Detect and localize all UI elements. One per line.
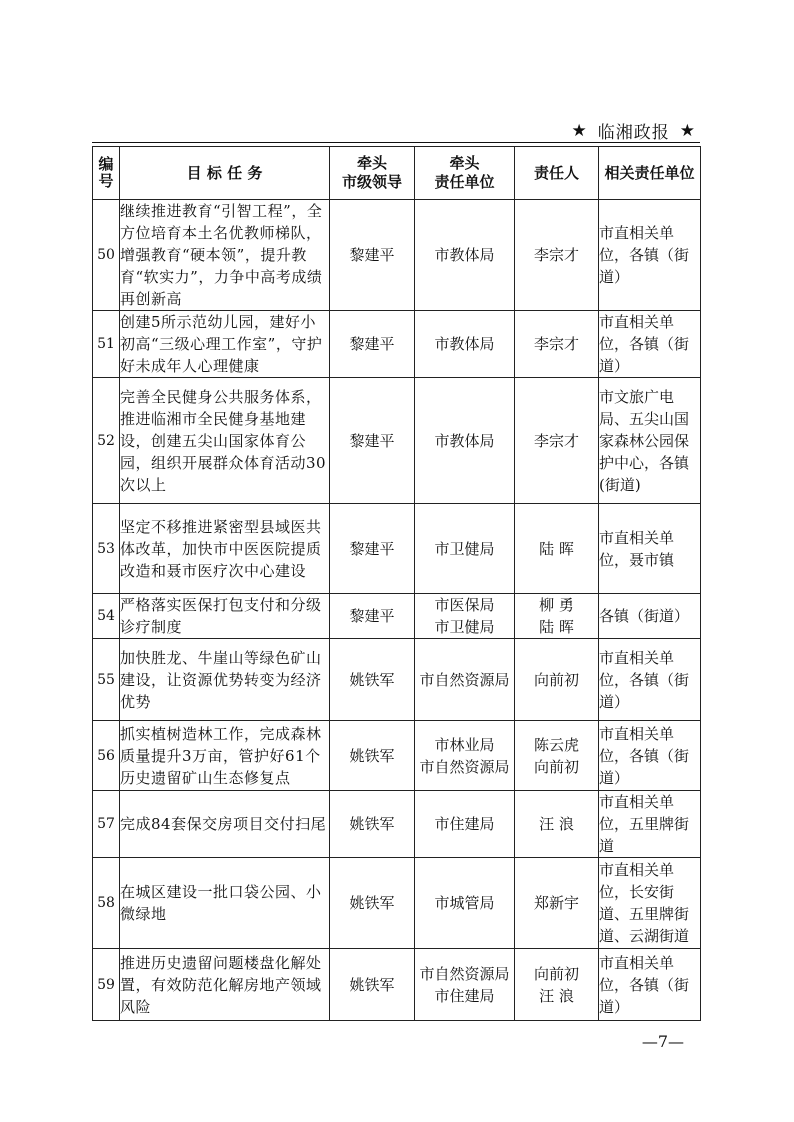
responsible-person (515, 200, 599, 311)
col-header-person: 责任人 (515, 147, 599, 200)
lead-unit-name: 市自然资源局 (419, 757, 510, 776)
lead-unit-name: 市教体局 (434, 246, 495, 264)
responsible-person (515, 504, 599, 594)
row-number: 58 (93, 858, 120, 949)
task-text: 抓实植树造林工作，完成森林质量提升3万亩，管护好61个历史遗留矿山生态修复点 (120, 721, 330, 791)
responsible-person (515, 378, 599, 504)
lead-leader: 黎建平 (330, 200, 415, 311)
related-units: 市直相关单位，各镇（街道） (599, 311, 701, 378)
task-text: 在城区建设一批口袋公园、小微绿地 (120, 858, 330, 949)
lead-unit-name: 市住建局 (434, 986, 495, 1005)
row-number: 55 (93, 639, 120, 721)
row-number: 53 (93, 504, 120, 594)
task-text: 加快胜龙、牛崖山等绿色矿山建设，让资源优势转变为经济优势 (120, 639, 330, 721)
table-header-row (93, 147, 701, 200)
row-number: 52 (93, 378, 120, 504)
responsible-person (515, 858, 599, 949)
table-row (93, 594, 701, 639)
table-row (93, 949, 701, 1021)
lead-leader: 黎建平 (330, 311, 415, 378)
table-row (93, 200, 701, 311)
person-name: 汪 浪 (539, 815, 574, 833)
task-text: 创建5所示范幼儿园，建好小初高“三级心理工作室”，守护好未成年人心理健康 (120, 311, 330, 378)
lead-unit-name: 市城管局 (434, 894, 495, 912)
responsible-person (515, 639, 599, 721)
table-row (93, 504, 701, 594)
lead-unit (415, 378, 515, 504)
related-units: 各镇（街道） (599, 594, 701, 639)
person-name: 郑新宇 (533, 894, 579, 912)
lead-leader: 黎建平 (330, 378, 415, 504)
lead-unit-name: 市住建局 (434, 815, 495, 833)
related-units: 市直相关单位，五里牌街道 (599, 791, 701, 858)
row-number: 54 (93, 594, 120, 639)
lead-leader: 姚铁军 (330, 858, 415, 949)
row-number: 57 (93, 791, 120, 858)
lead-leader: 黎建平 (330, 594, 415, 639)
row-number: 50 (93, 200, 120, 311)
lead-unit-name: 市自然资源局 (419, 964, 510, 983)
lead-unit-name: 市医保局 (434, 596, 495, 614)
star-icon: ★ (679, 120, 696, 141)
task-text: 坚定不移推进紧密型县域医共体改革，加快市中医医院提质改造和聂市医疗次中心建设 (120, 504, 330, 594)
header-rule (92, 142, 700, 143)
table-row (93, 378, 701, 504)
person-name: 李宗才 (533, 246, 579, 264)
col-header-task: 目 标 任 务 (120, 147, 330, 200)
publication-title: 临湘政报 (597, 123, 670, 143)
row-number: 59 (93, 949, 120, 1021)
lead-unit-name: 市教体局 (434, 335, 495, 353)
lead-unit-name: 市自然资源局 (419, 670, 510, 689)
col-header-leader (330, 147, 415, 200)
lead-unit (415, 200, 515, 311)
col-header-leader-line2: 市级领导 (341, 173, 402, 191)
col-header-related: 相关责任单位 (599, 147, 701, 200)
lead-leader: 黎建平 (330, 504, 415, 594)
person-name: 李宗才 (533, 431, 579, 450)
col-header-unit (415, 147, 515, 200)
person-name: 汪 浪 (539, 986, 574, 1005)
related-units: 市直相关单位，长安街道、五里牌街道、云湖街道 (599, 858, 701, 949)
col-header-unit-line2: 责任单位 (434, 173, 495, 191)
table-row (93, 639, 701, 721)
table-row (93, 791, 701, 858)
lead-leader: 姚铁军 (330, 949, 415, 1021)
task-text: 完成84套保交房项目交付扫尾 (120, 791, 330, 858)
table-row (93, 311, 701, 378)
lead-unit (415, 504, 515, 594)
related-units: 市直相关单位，各镇（街道） (599, 949, 701, 1021)
page-number: —7— (641, 1032, 684, 1051)
col-header-unit-line1: 牵头 (449, 154, 480, 172)
table-row (93, 858, 701, 949)
person-name: 向前初 (533, 964, 579, 983)
related-units: 市直相关单位，聂市镇 (599, 504, 701, 594)
lead-unit-name: 市卫健局 (434, 539, 495, 558)
person-name: 陈云虎 (533, 735, 579, 754)
related-units: 市直相关单位，各镇（街道） (599, 639, 701, 721)
col-header-num (93, 147, 120, 200)
table-row (93, 721, 701, 791)
lead-unit-name: 市林业局 (434, 735, 495, 754)
row-number: 56 (93, 721, 120, 791)
person-name: 陆 晖 (539, 539, 574, 558)
responsible-person (515, 949, 599, 1021)
lead-unit-name: 市卫健局 (434, 618, 495, 636)
lead-unit (415, 639, 515, 721)
running-header (572, 118, 697, 143)
related-units: 市直相关单位，各镇（街道） (599, 200, 701, 311)
col-header-num-label: 编号 (98, 155, 114, 190)
person-name: 向前初 (533, 670, 579, 689)
related-units: 市直相关单位，各镇（街道） (599, 721, 701, 791)
task-text: 完善全民健身公共服务体系，推进临湘市全民健身基地建设，创建五尖山国家体育公园，组织开展群众体育活动30次以上 (120, 378, 330, 504)
responsible-person (515, 721, 599, 791)
lead-unit (415, 311, 515, 378)
lead-unit (415, 949, 515, 1021)
lead-leader: 姚铁军 (330, 721, 415, 791)
person-name: 李宗才 (533, 335, 579, 353)
task-text: 推进历史遗留问题楼盘化解处置，有效防范化解房地产领域风险 (120, 949, 330, 1021)
responsible-person (515, 791, 599, 858)
lead-unit (415, 858, 515, 949)
table-body (93, 200, 701, 1021)
lead-unit (415, 721, 515, 791)
responsible-person (515, 594, 599, 639)
person-name: 向前初 (533, 757, 579, 776)
task-table (92, 146, 701, 1021)
star-icon: ★ (571, 120, 588, 141)
person-name: 柳 勇 (539, 596, 574, 614)
person-name: 陆 晖 (539, 618, 574, 636)
task-text: 继续推进教育“引智工程”，全方位培育本土名优教师梯队，增强教育“硬本领”，提升教育“软实力”，力争中高考成绩再创新高 (120, 200, 330, 311)
task-text: 严格落实医保打包支付和分级诊疗制度 (120, 594, 330, 639)
related-units: 市文旅广电局、五尖山国家森林公园保护中心，各镇(街道) (599, 378, 701, 504)
lead-leader: 姚铁军 (330, 639, 415, 721)
lead-unit (415, 594, 515, 639)
col-header-leader-line1: 牵头 (356, 154, 387, 172)
responsible-person (515, 311, 599, 378)
lead-unit (415, 791, 515, 858)
lead-unit-name: 市教体局 (434, 431, 495, 450)
lead-leader: 姚铁军 (330, 791, 415, 858)
row-number: 51 (93, 311, 120, 378)
